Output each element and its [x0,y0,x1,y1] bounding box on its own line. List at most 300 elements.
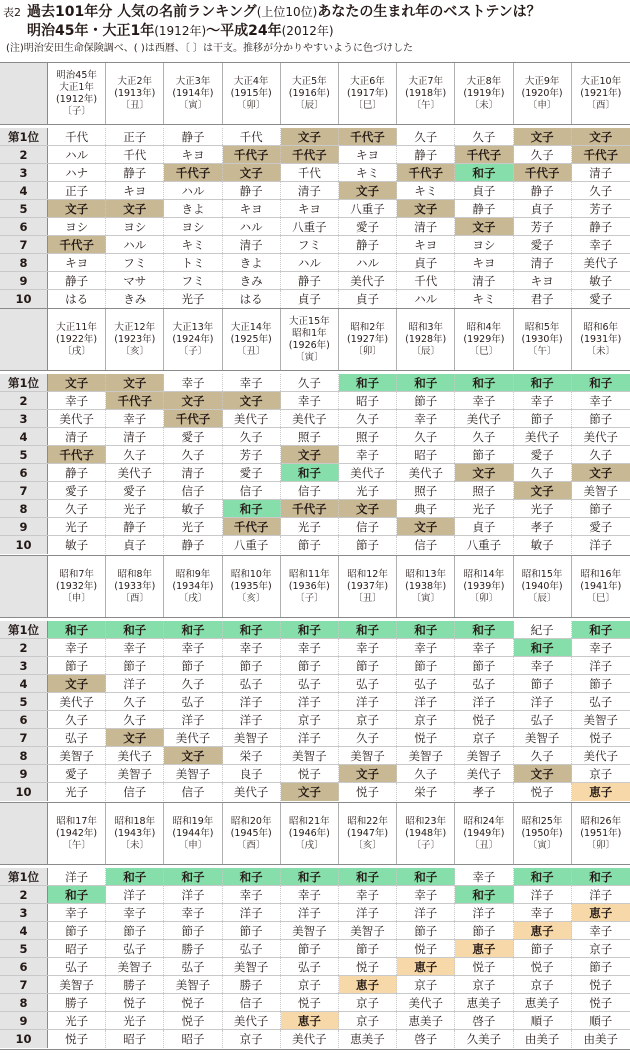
name-cell: 啓子 [397,1030,455,1048]
year-label: 大正2年 (1913年) 〔丑〕 [114,75,156,111]
name-cell: 美代子 [455,765,513,782]
rank-row [0,236,630,254]
year-header-cell [572,556,630,617]
rank-row [0,711,630,729]
year-label: 昭和14年 (1939年) 〔卯〕 [463,568,505,604]
page-header [0,0,630,62]
rank-label: 第1位 [0,868,48,885]
name-cell: 文子 [514,128,572,145]
name-cell: 恵美子 [455,994,513,1011]
rank-row [0,374,630,392]
year-label: 大正5年 (1916年) 〔辰〕 [288,75,330,111]
year-label: 大正9年 (1920年) 〔申〕 [521,75,563,111]
rank-row [0,922,630,940]
year-label: 昭和17年 (1942年) 〔午〕 [56,815,98,851]
period-end-year: (2012年) [281,24,334,38]
name-cell: 幸子 [223,886,281,903]
name-cell: 京子 [339,711,397,728]
name-cell: 千代子 [281,500,339,517]
name-cell: 悦子 [106,994,164,1011]
name-cell: 信子 [397,536,455,554]
name-cell: 美智子 [164,765,222,782]
year-label: 明治45年 大正1年 (1912年) 〔子〕 [56,69,98,117]
name-cell: 由美子 [583,1032,619,1046]
year-label: 大正3年 (1914年) 〔寅〕 [172,75,214,111]
name-cell: 弘子 [397,675,455,692]
year-label: 大正7年 (1918年) 〔午〕 [405,75,447,111]
name-cell: ハル [164,182,222,199]
name-cell: 京子 [281,711,339,728]
name-cell: 幸子 [223,639,281,656]
name-cell: 美代子 [339,272,397,289]
name-cell: 節子 [339,657,397,674]
rank-label: 7 [0,236,48,253]
name-cell: はる [48,290,106,308]
name-cell: 洋子 [106,886,164,903]
title-question: あなたの生まれ年のベストテンは？ [317,4,541,20]
name-cell: 愛子 [589,292,613,306]
rank-row [0,958,630,976]
name-cell: 弘子 [281,958,339,975]
year-header-cell [455,309,513,370]
rank-row [0,1030,630,1048]
name-cell: 久子 [455,428,513,445]
name-cell: 洋子 [514,886,572,903]
name-cell: 美智子 [281,747,339,764]
year-label: 昭和24年 (1949年) 〔丑〕 [463,815,505,851]
name-cell: 洋子 [281,904,339,921]
year-header-cell [223,309,281,370]
name-cell: キミ [164,236,222,253]
name-cell: 文子 [339,765,397,782]
name-cell: 勝子 [164,940,222,957]
year-label: 昭和4年 (1929年) 〔巳〕 [463,321,505,357]
year-header-cell [223,803,281,864]
name-cell: 光子 [164,290,222,308]
name-cell: 文子 [455,218,513,235]
name-cell: 千代子 [106,392,164,409]
name-cell: トミ [164,254,222,271]
name-cell: 美代子 [106,464,164,481]
name-cell: 勝子 [223,976,281,993]
header-corner [0,63,48,124]
name-cell: 久子 [455,128,513,145]
rank-row [0,200,630,218]
rank-label: 5 [0,200,48,217]
year-label: 昭和23年 (1948年) 〔子〕 [405,815,447,851]
name-cell: 八重子 [281,218,339,235]
name-cell: 京子 [589,941,613,956]
name-cell: 和子 [455,621,513,638]
year-header-cell [281,63,339,124]
name-cell: 君子 [514,290,572,308]
name-cell: 久子 [397,765,455,782]
name-cell: 照子 [339,428,397,445]
name-cell: キヨ [514,272,572,289]
name-cell: 千代子 [339,128,397,145]
year-label: 昭和3年 (1928年) 〔辰〕 [405,321,447,357]
name-cell: 貞子 [397,254,455,271]
name-cell: 千代子 [455,146,513,163]
rank-row [0,904,630,922]
year-header-cell [164,63,222,124]
name-cell: 久子 [48,500,106,517]
name-cell: 清子 [223,236,281,253]
title-line-1 [3,3,630,22]
name-cell: 幸子 [514,904,572,921]
year-header-cell [397,556,455,617]
name-cell: 文子 [48,200,106,217]
name-cell: 悦子 [514,783,572,801]
name-cell: 文子 [106,200,164,217]
name-cell: 文子 [572,464,630,481]
name-cell: 幸子 [48,904,106,921]
name-cell: 幸子 [339,446,397,463]
name-cell: 恵子 [455,940,513,957]
year-label: 昭和16年 (1941年) 〔巳〕 [580,568,622,604]
name-cell: ヨシ [106,218,164,235]
name-cell: 節子 [281,940,339,957]
name-cell: 文子 [397,518,455,535]
rank-row [0,482,630,500]
name-cell: 千代 [48,128,106,145]
name-cell: 美智子 [583,483,619,498]
name-cell: 幸子 [397,886,455,903]
name-cell: 幸子 [281,639,339,656]
name-cell: キミ [339,164,397,181]
rank-row [0,886,630,904]
name-cell: 美智子 [164,976,222,993]
name-cell: 節子 [281,657,339,674]
period-start-year: (1912年) [154,24,207,38]
rank-label: 3 [0,164,48,181]
rank-row [0,675,630,693]
rank-row [0,868,630,886]
name-cell: 洋子 [281,693,339,710]
name-cell: 久子 [164,446,222,463]
name-cell: キヨ [281,200,339,217]
name-cell: 節子 [281,536,339,554]
name-cell: 節子 [223,922,281,939]
rank-row [0,128,630,146]
year-label: 昭和18年 (1943年) 〔未〕 [114,815,156,851]
name-cell: 悦子 [397,940,455,957]
name-cell: 悦子 [281,765,339,782]
name-cell: ハル [397,290,455,308]
name-cell: 幸子 [455,868,513,885]
name-cell: 和子 [572,621,630,638]
rank-label: 10 [0,783,48,801]
name-cell: 文子 [397,200,455,217]
name-cell: 弘子 [164,693,222,710]
name-cell: 和子 [281,868,339,885]
rank-label: 9 [0,518,48,535]
name-cell: 悦子 [339,958,397,975]
name-cell: キミ [455,290,513,308]
name-cell: 幸子 [397,410,455,427]
rank-row [0,218,630,236]
name-cell: 美智子 [339,747,397,764]
name-cell: 節子 [397,392,455,409]
name-cell: 美智子 [339,922,397,939]
rank-row [0,500,630,518]
name-cell: 恵子 [281,1012,339,1029]
name-cell: 八重子 [339,200,397,217]
name-cell: 美智子 [48,747,106,764]
name-cell: 清子 [48,428,106,445]
name-cell: 節子 [589,676,613,691]
year-label: 昭和9年 (1934年) 〔戌〕 [172,568,214,604]
year-header-cell [48,63,106,124]
name-cell: 孝子 [455,783,513,801]
name-cell: 千代子 [281,146,339,163]
page-title: 過去101年分 人気の名前ランキング [27,4,257,20]
name-cell: 貞子 [281,290,339,308]
name-cell: 愛子 [164,428,222,445]
rank-label: 7 [0,729,48,746]
name-cell: 美代子 [583,255,619,270]
name-cell: 弘子 [339,675,397,692]
name-cell: 美智子 [223,729,281,746]
name-cell: 照子 [281,428,339,445]
rank-label: 第1位 [0,621,48,638]
name-cell: 順子 [514,1012,572,1029]
rank-label: 8 [0,254,48,271]
name-cell: 千代 [281,164,339,181]
period-start: 明治45年・大正1年 [27,23,155,39]
name-cell: きみ [106,290,164,308]
header-corner [0,803,48,864]
year-header-cell [48,556,106,617]
name-cell: 貞子 [455,518,513,535]
rank-label: 9 [0,1012,48,1029]
name-cell: 清子 [589,165,613,180]
name-cell: 久子 [106,711,164,728]
year-label: 大正12年 (1923年) 〔亥〕 [114,321,156,357]
name-cell: 千代 [106,146,164,163]
name-cell: 文子 [281,446,339,463]
year-header-cell [514,803,572,864]
name-cell: 光子 [48,783,106,801]
name-cell: 愛子 [589,519,613,534]
name-cell: 文子 [514,765,572,782]
name-cell: 洋子 [397,693,455,710]
rank-row [0,428,630,446]
name-cell: 洋子 [589,658,613,673]
name-cell: 光子 [106,500,164,517]
name-cell: 昭子 [48,940,106,957]
year-header-cell [106,63,164,124]
year-header-cell [281,556,339,617]
name-cell: 八重子 [455,536,513,554]
rank-row [0,940,630,958]
name-cell: 恵子 [572,904,630,921]
name-cell: 和子 [223,868,281,885]
name-cell: 文子 [48,374,106,391]
name-cell: 久子 [397,128,455,145]
name-cell: 光子 [48,1012,106,1029]
name-cell: 千代子 [223,518,281,535]
name-cell: 京子 [339,994,397,1011]
name-cell: ハル [106,236,164,253]
year-label: 大正8年 (1919年) 〔未〕 [463,75,505,111]
name-cell: 節子 [397,922,455,939]
year-header-cell [106,803,164,864]
table-note: (注)明治安田生命保険調べ、( )は西暦、〔 〕は干支。推移が分かりやすいように色づけした [6,43,413,54]
year-label: 昭和22年 (1947年) 〔亥〕 [346,815,389,851]
name-cell: 由美子 [514,1030,572,1048]
name-cell: 節子 [223,657,281,674]
name-cell: 京子 [455,729,513,746]
name-cell: 幸子 [281,392,339,409]
name-cell: 和子 [397,621,455,638]
name-cell: 敏子 [164,500,222,517]
name-cell: 久子 [281,374,339,391]
name-cell: 洋子 [339,693,397,710]
name-cell: 幸子 [397,639,455,656]
name-cell: 清子 [397,218,455,235]
name-cell: 和子 [281,464,339,481]
name-cell: 美代子 [339,464,397,481]
rank-row [0,639,630,657]
name-cell: 和子 [572,374,630,391]
name-cell: 恵子 [572,783,630,801]
name-cell: 昭子 [339,392,397,409]
name-cell: 和子 [48,621,106,638]
name-cell: 千代子 [164,164,222,181]
name-cell: 愛子 [514,236,572,253]
name-cell: 久子 [339,729,397,746]
name-cell: 静子 [48,272,106,289]
name-cell: 幸子 [106,639,164,656]
rank-row [0,729,630,747]
rank-label: 4 [0,182,48,199]
name-cell: 光子 [106,1012,164,1029]
name-cell: きみ [223,272,281,289]
title-line-2 [3,22,630,41]
year-label: 大正6年 (1917年) 〔巳〕 [346,75,389,111]
year-header-cell [223,556,281,617]
rank-row [0,783,630,801]
name-cell: 芳子 [589,201,613,216]
name-cell: 美代子 [514,428,572,445]
name-cell: 洋子 [164,886,222,903]
name-cell: 光子 [339,482,397,499]
year-label: 昭和11年 (1936年) 〔子〕 [288,568,330,604]
name-cell: フミ [164,272,222,289]
name-cell: 文子 [514,482,572,499]
rank-label: 10 [0,536,48,554]
name-cell: 啓子 [455,1012,513,1029]
name-cell: 信子 [164,482,222,499]
name-cell: 洋子 [48,868,106,885]
name-cell: 孝子 [514,518,572,535]
name-cell: 和子 [455,164,513,181]
year-header-cell [572,63,630,124]
name-cell: 恵美子 [339,1030,397,1048]
name-cell: 良子 [223,765,281,782]
name-cell: 久子 [48,711,106,728]
name-cell: 弘子 [164,958,222,975]
name-cell: 幸子 [589,393,613,408]
rank-label: 第1位 [0,374,48,391]
name-cell: 京子 [397,976,455,993]
name-cell: 静子 [339,236,397,253]
year-label: 昭和26年 (1951年) 〔卯〕 [580,815,622,851]
name-cell: 文子 [223,164,281,181]
name-cell: 和子 [339,868,397,885]
name-cell: 悦子 [339,783,397,801]
name-cell: 文子 [281,783,339,801]
name-cell: ヨシ [48,218,106,235]
rank-row [0,164,630,182]
name-cell: 和子 [164,868,222,885]
name-cell: 文子 [164,392,222,409]
name-cell: 京子 [589,766,613,781]
name-cell: 清子 [455,272,513,289]
year-header-cell [397,309,455,370]
name-cell: 和子 [397,868,455,885]
name-cell: 洋子 [397,904,455,921]
name-cell: 信子 [223,994,281,1011]
name-cell: きよ [164,200,222,217]
rank-row [0,693,630,711]
name-cell: 幸子 [589,237,613,252]
ranking-block [0,62,630,309]
name-cell: 弘子 [455,675,513,692]
name-cell: 久子 [589,183,613,198]
name-cell: ヨシ [455,236,513,253]
name-cell: 節子 [514,940,572,957]
name-cell: 弘子 [589,694,613,709]
rank-label: 5 [0,693,48,710]
name-cell: 美代子 [281,410,339,427]
name-cell: 久子 [106,446,164,463]
name-cell: 和子 [455,886,513,903]
name-cell: 悦子 [589,977,613,992]
name-cell: 幸子 [589,923,613,938]
rank-label: 6 [0,464,48,481]
name-cell: 悦子 [514,958,572,975]
name-cell: 久子 [514,464,572,481]
name-cell: 栄子 [223,747,281,764]
name-cell: 幸子 [455,639,513,656]
table-label: 表2 [3,6,21,19]
name-cell: 美代子 [48,693,106,710]
rank-label: 6 [0,218,48,235]
name-cell: キヨ [106,182,164,199]
name-cell: 照子 [455,482,513,499]
name-cell: 美智子 [455,747,513,764]
year-header-cell [106,309,164,370]
name-cell: 美代子 [281,1030,339,1048]
name-cell: 久子 [339,410,397,427]
name-cell: 和子 [455,374,513,391]
rank-label: 2 [0,886,48,903]
name-cell: 節子 [164,657,222,674]
name-cell: 文子 [339,182,397,199]
year-header-row [0,309,630,371]
name-cell: 和子 [106,868,164,885]
year-header-cell [164,803,222,864]
name-cell: 洋子 [164,711,222,728]
title-paren: (上位10位) [256,5,318,19]
rank-label: 8 [0,747,48,764]
year-label: 大正11年 (1922年) 〔戌〕 [56,321,98,357]
name-cell: 千代 [223,128,281,145]
name-cell: 洋子 [281,729,339,746]
name-cell: 洋子 [223,711,281,728]
